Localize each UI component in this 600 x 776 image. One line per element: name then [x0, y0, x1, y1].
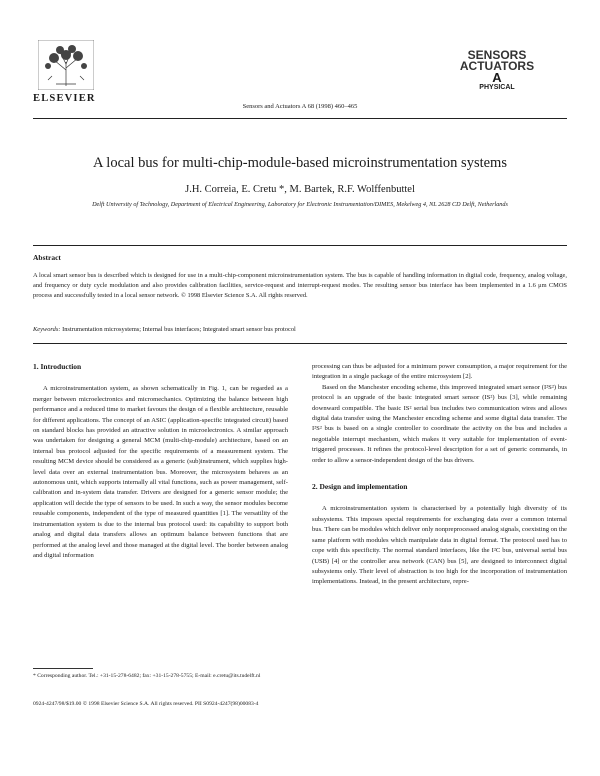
journal-logo — [452, 50, 542, 110]
footnote-rule — [33, 668, 93, 669]
corresponding-author-footnote: * Corresponding author. Tel.: +31-15-278-6482; fax: +31-15-278-5755; E-mail: e.cretu@its.tudelft.nl — [33, 673, 261, 679]
section-1-heading: 1. Introduction — [33, 362, 82, 371]
header-rule — [33, 118, 567, 119]
publisher-logo — [38, 40, 96, 94]
keywords-line — [33, 325, 567, 334]
article-authors: J.H. Correia, E. Cretu *, M. Bartek, R.F. Wolffenbuttel — [185, 184, 415, 195]
right-column — [312, 362, 567, 588]
article-affiliation: Delft University of Technology, Department of Electrical Engineering, Laboratory for Electronic Instrumentation/DIMES, Mekelweg 4, NL 2628 CD Delft, Netherlands — [92, 201, 508, 208]
keywords-text: Instrumentation microsystems; Internal bus interfaces; Integrated smart sensor bus protocol — [62, 326, 296, 333]
journal-logo-line2: ACTUATORS — [459, 59, 535, 73]
abstract-heading: Abstract — [33, 253, 61, 262]
journal-logo-line1: SENSORS — [467, 48, 527, 62]
elsevier-tree-icon — [38, 40, 94, 90]
journal-logo-line3: A — [492, 70, 502, 85]
left-column — [33, 362, 288, 561]
abstract-top-rule — [33, 245, 567, 246]
abstract-bottom-rule — [33, 343, 567, 344]
intro-paragraph-2: processing can thus be adjusted for a minimum power consumption, a major requirement for the integration in a single package of the entire microsystem [2]. — [312, 363, 567, 381]
journal-reference: Sensors and Actuators A 68 (1998) 460–465 — [242, 103, 358, 110]
publisher-name: ELSEVIER — [33, 93, 96, 104]
section-2-heading: 2. Design and implementation — [312, 482, 408, 492]
intro-paragraph-1: A microinstrumentation system, as shown schematically in Fig. 1, can be regarded as a merger between microelectronics and micromechanics. Optimizing the balance between high performance and a reduced time to market favours the design of a flexible architecture, reusable for different applications. The concept of an ASIC (application-specific integrated circuit) based on standard blocks has provided an attractive solution in microelectronics. A similar approach was undertaken for designing a general MCM (multi-chip-module) architecture, based on an internal bus protocol adjusted for the specific requirements of a measurement system. The resulting MCM device should be considered as a generic (sub)instrument, which supplies high-level data over an external instrumentation bus. Moreover, the microsystem behaves as an autonomous unit, which supports internally all vital functions, such as power management, self-calibration and in-system data transfer. Drivers are designed for a generic sensor module; the application will decide the type of sensors to be used. In such a way, the sensor modules become reusable components, independent of the type of measured quantities [1]. The versatility of the instrumentation system is due to the internal bus protocol used: its capability to support both analog and digital data transfers allows an optimum balance between functions that are performed at the analog level and those managed at the digital level. The border between analog and digital information — [33, 385, 288, 559]
intro-paragraph-3: Based on the Manchester encoding scheme, this improved integrated smart sensor (I²S²) bus protocol is an upgrade of the basic integrated smart sensor (IS²) bus [3], while remaining downward compatible. The basic IS² serial bus includes two communication wires and allows digital data transfer using the Manchester encoding scheme and some digital data transfer. The I²S² bus is based on a single controller to coordinate the activity on the bus and includes a negotiable interrupt mechanism, which makes it very suitable for implementation of event-triggered processes. It refines the protocol-level description for a set of generic commands, in order to allow a sensor-independent design of the bus drivers. — [312, 383, 567, 464]
article-title: A local bus for multi-chip-module-based microinstrumentation systems — [93, 155, 507, 171]
journal-logo-line4: PHYSICAL — [479, 84, 515, 91]
copyright-line: 0924-4247/98/$19.00 © 1998 Elsevier Science S.A. All rights reserved. PII S0924-4247(98)00083-4 — [33, 701, 259, 707]
abstract-text: A local smart sensor bus is described which is designed for use in a multi-chip-component microinstrumentation system. The bus is capable of handling information in digital code, frequency, analog voltage, and frequency or duty cycle modulation and also provides calibration facilities, service-request and interrupt-request modes. The resulting sensor bus interface has been implemented in a 1.6 μm CMOS process and successfully tested in a local sensor network. © 1998 Elsevier Science S.A. All rights reserved. — [33, 272, 567, 299]
design-paragraph-1: A microinstrumentation system is characterised by a potentially high diversity of its subsystems. This imposes special requirements for exchanging data over a common internal bus. There can be modules which deliver only nonpreprocessed analog signals, coexisting on the same platform with modules which manipulate data in digital format. The protocol used has to cope with this specificity. The normal standard interfaces, like the I²C bus, universal serial bus (USB) [4] or the controller area network (CAN) bus [5], are designed to interconnect digital subsystems only. Their level of abstraction is too high for the incorporation of instrumentation implementations. Instead, in the present architecture, repre- — [312, 505, 567, 586]
keywords-label: Keywords: — [33, 326, 61, 333]
